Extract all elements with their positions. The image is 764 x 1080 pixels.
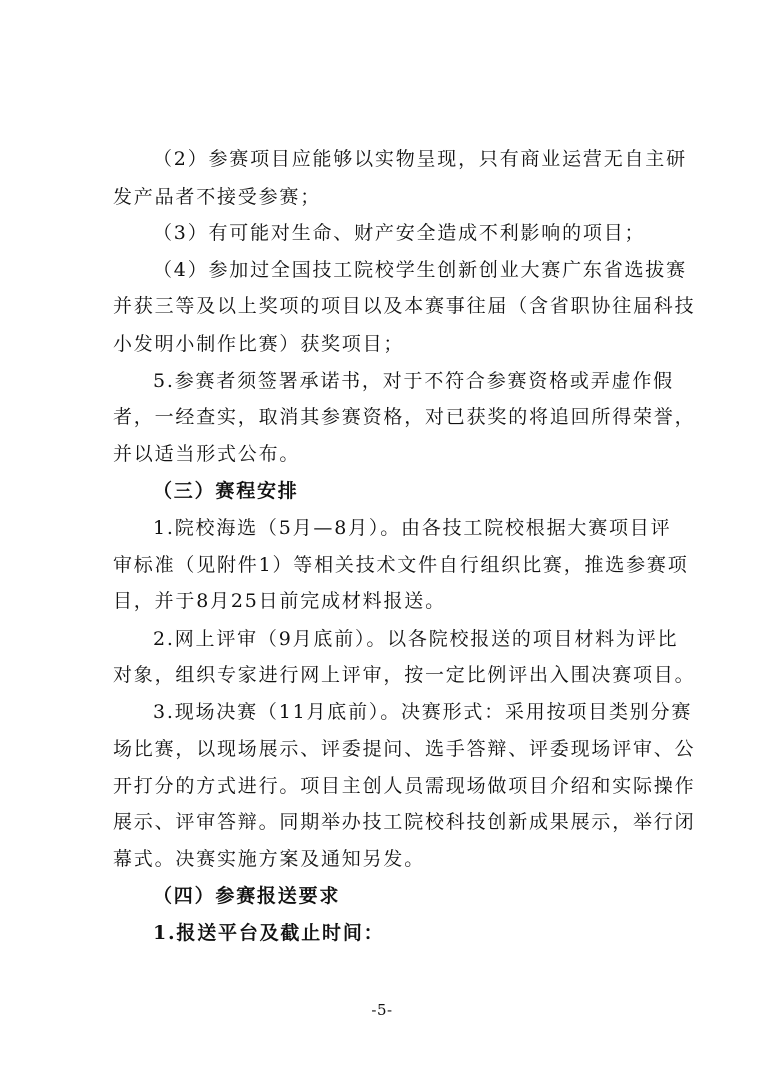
paragraph-line: 场比赛，以现场展示、评委提问、选手答辩、评委现场评审、公 — [113, 738, 696, 760]
paragraph-line: 2.网上评审（9月底前）。以各院校报送的项目材料为评比 — [153, 628, 679, 650]
paragraph-line: （2）参赛项目应能够以实物呈现，只有商业运营无自主研 — [153, 148, 687, 170]
section-heading: （四）参赛报送要求 — [153, 885, 341, 907]
paragraph-line: （3）有可能对生命、财产安全造成不利影响的项目； — [153, 222, 646, 244]
paragraph-line: 展示、评审答辩。同期举办技工院校科技创新成果展示，举行闭 — [113, 811, 696, 833]
page-number: -5- — [371, 1001, 393, 1019]
subsection-heading: 1.报送平台及截止时间： — [153, 922, 385, 944]
paragraph-line: 5.参赛者须签署承诺书，对于不符合参赛资格或弄虚作假 — [153, 370, 674, 392]
paragraph-line: 1.院校海选（5月—8月）。由各技工院校根据大赛项目评 — [153, 517, 672, 539]
paragraph-line: 者，一经查实，取消其参赛资格，对已获奖的将追回所得荣誉， — [113, 406, 696, 428]
paragraph-line: 小发明小制作比赛）获奖项目； — [113, 333, 405, 355]
paragraph-line: 目，并于8月25日前完成材料报送。 — [113, 590, 446, 612]
section-heading: （三）赛程安排 — [153, 480, 299, 502]
paragraph-line: 并获三等及以上奖项的项目以及本赛事往届（含省职协往届科技 — [113, 295, 696, 317]
paragraph-line: 发产品者不接受参赛； — [113, 186, 322, 208]
paragraph-line: 审标准（见附件1）等相关技术文件自行组织比赛，推选参赛项 — [113, 554, 689, 576]
paragraph-line: 幕式。决赛实施方案及通知另发。 — [113, 848, 426, 870]
paragraph-line: 开打分的方式进行。项目主创人员需现场做项目介绍和实际操作 — [113, 775, 696, 797]
paragraph-line: 对象，组织专家进行网上评审，按一定比例评出入围决赛项目。 — [113, 664, 696, 686]
paragraph-line: 并以适当形式公布。 — [113, 443, 301, 465]
paragraph-line: 3.现场决赛（11月底前）。决赛形式：采用按项目类别分赛 — [153, 701, 693, 723]
paragraph-line: （4）参加过全国技工院校学生创新创业大赛广东省选拔赛 — [153, 259, 687, 281]
